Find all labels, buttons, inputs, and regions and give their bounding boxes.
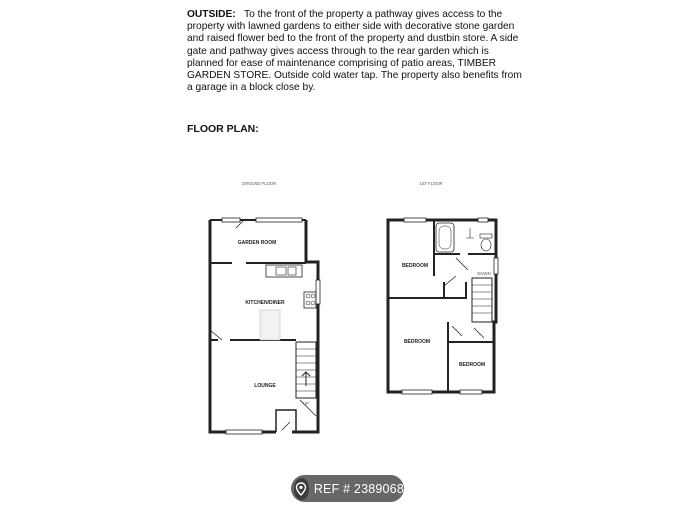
room-kitchen-diner: KITCHEN/DINER [245,300,285,306]
room-garden-room: GARDEN ROOM [237,240,277,246]
room-bedroom-2: BEDROOM [403,339,431,345]
first-floor-title: 1ST FLOOR [419,181,443,186]
room-lounge: LOUNGE [254,383,276,389]
outside-body: To the front of the property a pathway gives access to the property with lawned gardens to either side with decorative stone garden and raised flower bed to the front of the property and dustbin store. A side gate and pathway gives access through to the rear garden which is planned for ease of maintenance comprising of patio areas, TIMBER GARDEN STORE. Outside cold water tap. The property also benefits from a garage in a block close by. [187,9,522,94]
outside-heading: OUTSIDE: [187,9,236,20]
ref-number: REF # 2389068 [313,481,404,496]
stairs-up-label: UP [303,401,309,406]
floor-plan-heading: FLOOR PLAN: [187,123,259,135]
location-pin-icon [294,478,309,500]
ref-badge [291,475,404,502]
room-bedroom-1: BEDROOM [401,263,429,269]
ground-floor-title: GROUND FLOOR [241,181,277,186]
room-bedroom-3: BEDROOM [458,362,486,368]
stairs-down-label: DOWN [477,271,491,276]
